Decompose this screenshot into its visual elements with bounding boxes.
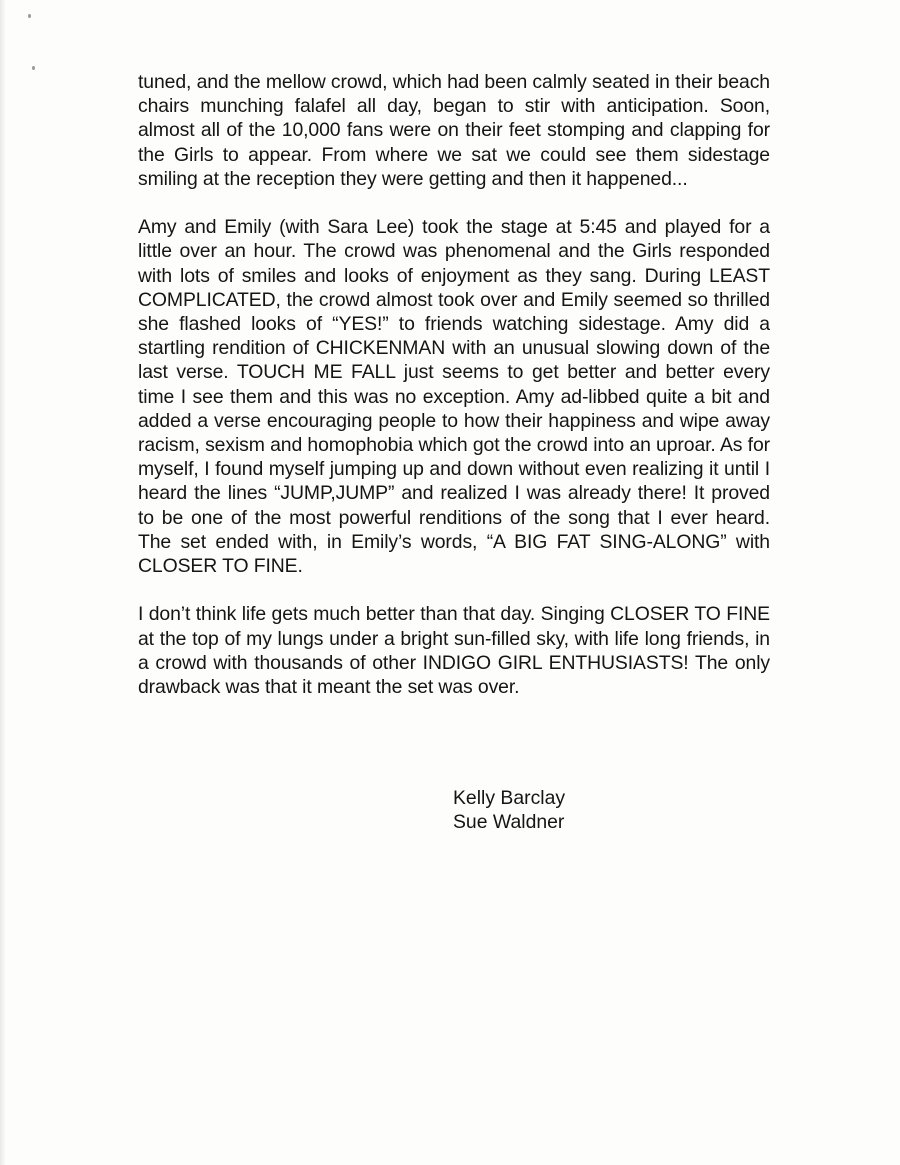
- paragraph-set-description: Amy and Emily (with Sara Lee) took the stage at 5:45 and played for a little over an hour. The crowd was phenomenal and the Girls responded with lots of smiles and looks of enjoyment as they sang. During LEAST COMPLICATED, the crowd almost took over and Emily seemed so thrilled she flashed looks of “YES!” to friends watching sidestage. Amy did a startling rendition of CHICKENMAN with an unusual slowing down of the last verse. TOUCH ME FALL just seems to get better and better every time I see them and this was no exception. Amy ad-libbed quite a bit and added a verse encouraging people to how their happiness and wipe away racism, sexism and homophobia which got the crowd into an uproar. As for myself, I found myself jumping up and down without even realizing it until I heard the lines “JUMP,JUMP” and realized I was already there! It proved to be one of the most powerful renditions of the song that I ever heard. The set ended with, in Emily’s words, “A BIG FAT SING-ALONG” with CLOSER TO FINE.: [138, 216, 770, 578]
- document-body: [138, 70, 770, 699]
- paragraph-closing-thoughts: I don’t think life gets much better than that day. Singing CLOSER TO FINE at the top of my lungs under a bright sun-filled sky, with life long friends, in a crowd with thousands of other INDIGO GIRL ENTHUSIASTS! The only drawback was that it meant the set was over.: [138, 603, 770, 699]
- scan-speck: [32, 66, 35, 70]
- scan-edge-shadow: [0, 0, 6, 1165]
- signature-name: Sue Waldner: [453, 811, 565, 834]
- signature-block: [453, 786, 565, 834]
- paragraph-crowd-anticipation: tuned, and the mellow crowd, which had been calmly seated in their beach chairs munching falafel all day, began to stir with anticipation. Soon, almost all of the 10,000 fans were on their feet stomping and clapping for the Girls to appear. From where we sat we could see them sidestage smiling at the reception they were getting and then it happened...: [138, 71, 770, 190]
- scan-speck: [28, 14, 31, 18]
- signature-name: Kelly Barclay: [453, 787, 566, 809]
